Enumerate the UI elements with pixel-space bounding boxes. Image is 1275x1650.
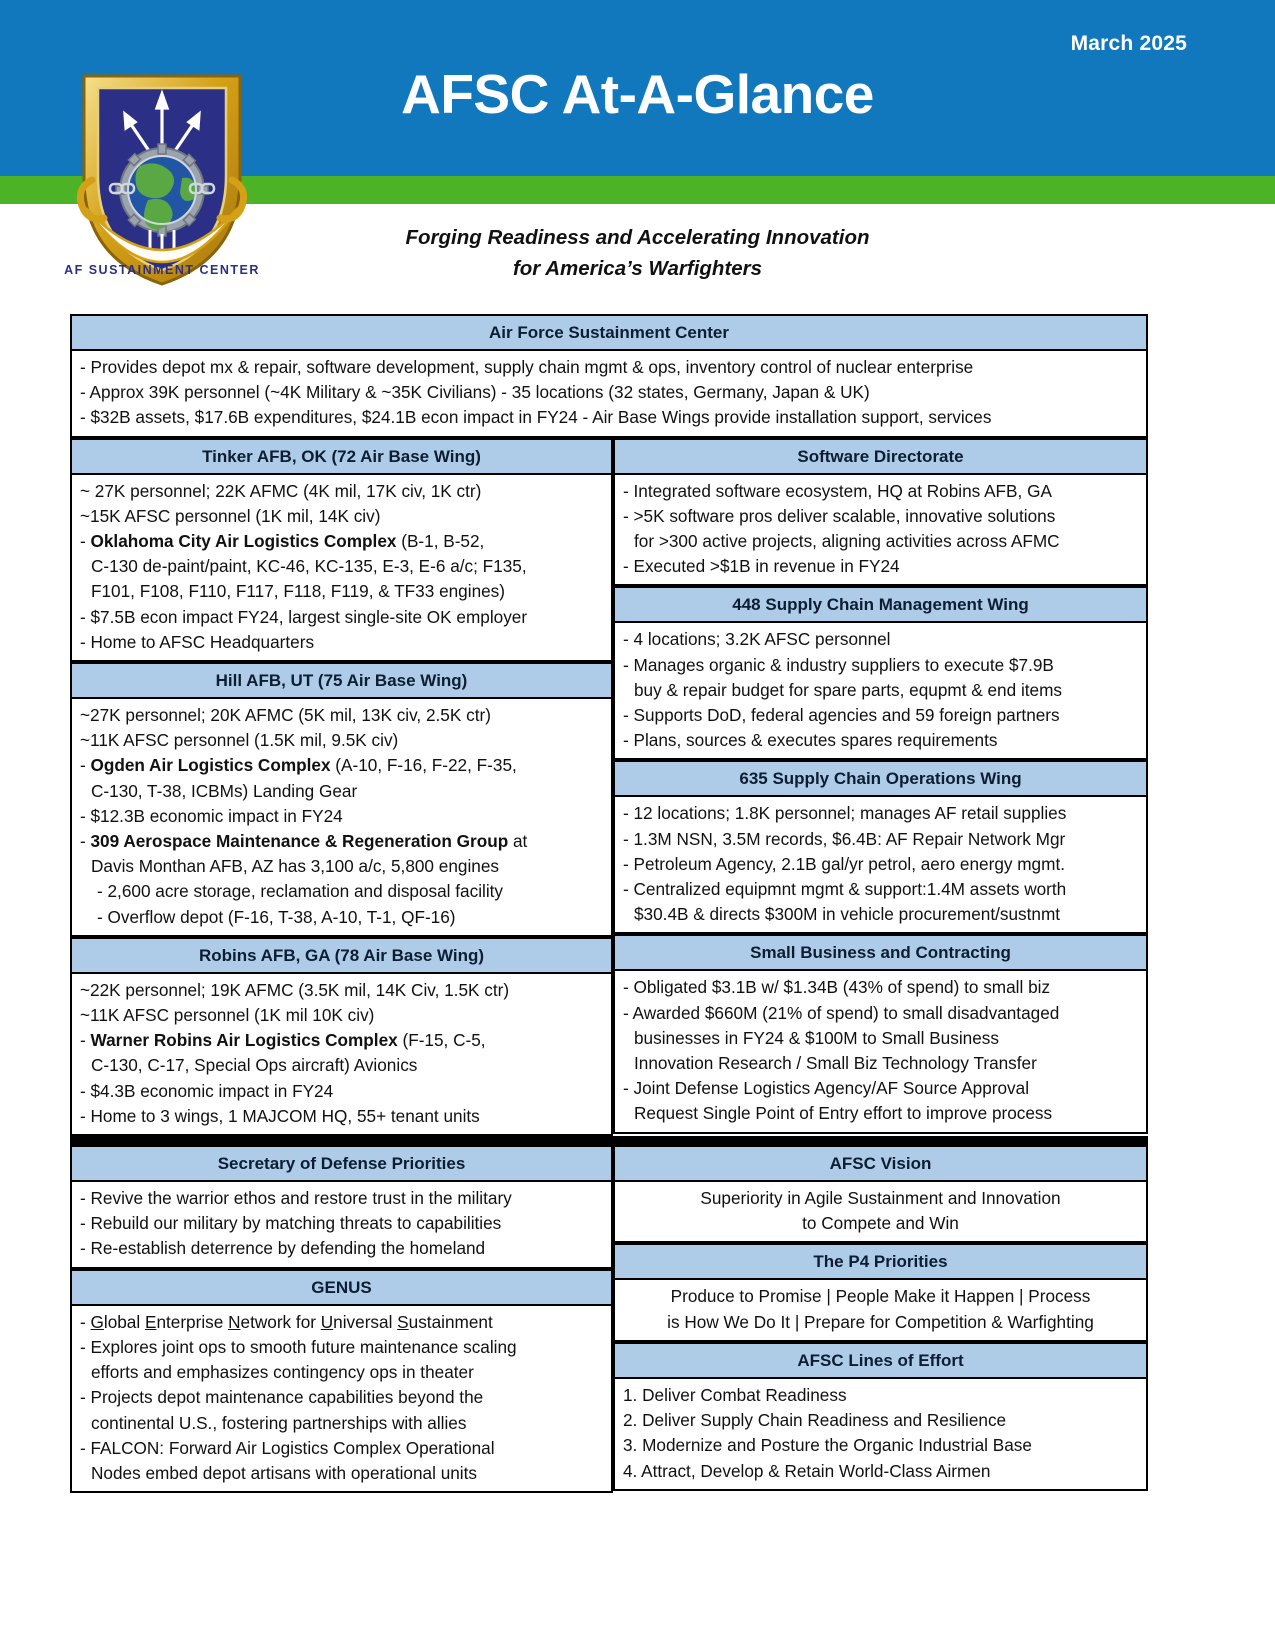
body-line: - Overflow depot (F-16, T-38, A-10, T-1, QF-16) — [97, 906, 456, 927]
section-body-448 — [613, 623, 1148, 760]
body-line: - Global Enterprise Network for Universal Sustainment — [80, 1311, 493, 1332]
body-line: Davis Monthan AFB, AZ has 3,100 a/c, 5,800 engines — [91, 856, 499, 877]
section-body-afsc — [70, 351, 1148, 438]
section-small-business — [613, 934, 1148, 1133]
body-line: - Explores joint ops to smooth future maintenance scaling — [80, 1336, 517, 1357]
body-line: ~15K AFSC personnel (1K mil, 14K civ) — [80, 505, 381, 526]
body-line: - Ogden Air Logistics Complex (A-10, F-16, F-22, F-35, — [80, 755, 517, 776]
body-line: - Obligated $3.1B w/ $1.34B (43% of spend) to small biz — [623, 977, 1051, 998]
body-line: Innovation Research / Small Biz Technology Transfer — [634, 1053, 1037, 1074]
two-column-area-top — [70, 438, 1148, 1136]
body-line: - Supports DoD, federal agencies and 59 foreign partners — [623, 705, 1060, 726]
body-line: Nodes embed depot artisans with operational units — [91, 1462, 477, 1483]
section-sd-priorities — [70, 1145, 613, 1269]
section-header-448: 448 Supply Chain Management Wing — [613, 586, 1148, 623]
body-line: - $4.3B economic impact in FY24 — [80, 1080, 334, 1101]
body-line: ~ 27K personnel; 22K AFMC (4K mil, 17K civ, 1K ctr) — [80, 480, 482, 501]
section-header-loe: AFSC Lines of Effort — [613, 1342, 1148, 1379]
body-line: efforts and emphasizes contingency ops in theater — [91, 1362, 474, 1383]
body-line: is How We Do It | Prepare for Competition & Warfighting — [667, 1311, 1094, 1332]
body-line: - Awarded $660M (21% of spend) to small disadvantaged — [623, 1002, 1060, 1023]
body-line: - FALCON: Forward Air Logistics Complex Operational — [80, 1437, 495, 1458]
body-line: - Petroleum Agency, 2.1B gal/yr petrol, aero energy mgmt. — [623, 853, 1065, 874]
body-line: - Approx 39K personnel (~4K Military & ~35K Civilians) - 35 locations (32 states, Germany, Japan & UK) — [80, 382, 870, 403]
body-line: - Warner Robins Air Logistics Complex (F-15, C-5, — [80, 1030, 486, 1051]
body-line: - 4 locations; 3.2K AFSC personnel — [623, 629, 891, 650]
section-afsc-vision — [613, 1145, 1148, 1243]
section-body-software — [613, 475, 1148, 587]
svg-text:AF SUSTAINMENT CENTER: AF SUSTAINMENT CENTER — [64, 263, 260, 277]
body-line: F101, F108, F110, F117, F118, F119, & TF33 engines) — [91, 581, 505, 602]
section-hill-afb — [70, 662, 613, 937]
body-line: to Compete and Win — [802, 1213, 959, 1234]
body-line: - Rebuild our military by matching threats to capabilities — [80, 1213, 502, 1234]
body-line: - Projects depot maintenance capabilities beyond the — [80, 1387, 484, 1408]
section-lines-of-effort — [613, 1342, 1148, 1491]
body-line: - Oklahoma City Air Logistics Complex (B-1, B-52, — [80, 531, 485, 552]
section-genus — [70, 1269, 613, 1493]
section-tinker-afb — [70, 438, 613, 662]
section-body-p4 — [613, 1280, 1148, 1341]
body-line: ~11K AFSC personnel (1K mil 10K civ) — [80, 1005, 375, 1026]
body-line: - Provides depot mx & repair, software development, supply chain mgmt & ops, inventory control of nuclear enterprise — [80, 357, 974, 377]
section-header-sd-priorities: Secretary of Defense Priorities — [70, 1145, 613, 1182]
tagline-line-1: Forging Readiness and Accelerating Innovation — [405, 226, 870, 249]
section-p4-priorities — [613, 1243, 1148, 1341]
body-line: - >5K software pros deliver scalable, innovative solutions — [623, 505, 1056, 526]
section-body-small-business — [613, 971, 1148, 1133]
section-635-scow — [613, 760, 1148, 934]
page-title: AFSC At-A-Glance — [401, 63, 874, 125]
body-line: - Plans, sources & executes spares requirements — [623, 730, 998, 751]
section-header-hill: Hill AFB, UT (75 Air Base Wing) — [70, 662, 613, 699]
left-column-priorities — [70, 1145, 613, 1493]
section-header-635: 635 Supply Chain Operations Wing — [613, 760, 1148, 797]
left-column-bases — [70, 438, 613, 1136]
thick-divider — [70, 1136, 1148, 1145]
two-column-area-bottom — [70, 1145, 1148, 1493]
tagline — [0, 222, 1275, 284]
body-line: Request Single Point of Entry effort to improve process — [634, 1103, 1053, 1124]
body-line: - Home to AFSC Headquarters — [80, 631, 315, 652]
content-grid — [70, 314, 1148, 1493]
section-header-vision: AFSC Vision — [613, 1145, 1148, 1182]
body-line: - $32B assets, $17.6B expenditures, $24.1B econ impact in FY24 - Air Base Wings provide installation support, services — [80, 407, 992, 428]
body-line: - Re-establish deterrence by defending the homeland — [80, 1238, 486, 1259]
body-line: buy & repair budget for spare parts, equpmt & end items — [634, 679, 1063, 700]
section-header-robins: Robins AFB, GA (78 Air Base Wing) — [70, 937, 613, 974]
body-line: C-130 de-paint/paint, KC-46, KC-135, E-3, E-6 a/c; F135, — [91, 556, 527, 577]
body-line: continental U.S., fostering partnerships with allies — [91, 1412, 467, 1433]
body-line: Superiority in Agile Sustainment and Innovation — [700, 1188, 1061, 1209]
section-header-afsc: Air Force Sustainment Center — [70, 314, 1148, 351]
body-line: - 1.3M NSN, 3.5M records, $6.4B: AF Repair Network Mgr — [623, 828, 1066, 849]
body-line: - 2,600 acre storage, reclamation and disposal facility — [97, 881, 504, 902]
section-body-genus — [70, 1306, 613, 1493]
section-body-hill — [70, 699, 613, 937]
body-line: 3. Modernize and Posture the Organic Industrial Base — [623, 1435, 1032, 1456]
body-line: ~27K personnel; 20K AFMC (5K mil, 13K civ, 2.5K ctr) — [80, 705, 491, 726]
section-body-635 — [613, 797, 1148, 934]
body-line: $30.4B & directs $300M in vehicle procurement/sustnmt — [634, 904, 1061, 925]
body-line: C-130, C-17, Special Ops aircraft) Avionics — [91, 1055, 418, 1076]
body-line: - Joint Defense Logistics Agency/AF Source Approval — [623, 1078, 1030, 1099]
body-line: C-130, T-38, ICBMs) Landing Gear — [91, 780, 358, 801]
header-date: March 2025 — [1070, 32, 1187, 55]
body-line: - Home to 3 wings, 1 MAJCOM HQ, 55+ tenant units — [80, 1105, 480, 1126]
section-body-vision — [613, 1182, 1148, 1243]
body-line: Produce to Promise | People Make it Happen | Process — [670, 1286, 1091, 1307]
section-header-software: Software Directorate — [613, 438, 1148, 475]
tagline-line-2: for America’s Warfighters — [512, 257, 763, 280]
right-column-vision — [613, 1145, 1148, 1493]
body-line: - Manages organic & industry suppliers to execute $7.9B — [623, 654, 1054, 675]
body-line: 4. Attract, Develop & Retain World-Class Airmen — [623, 1460, 991, 1481]
section-448-scmw — [613, 586, 1148, 760]
section-header-tinker: Tinker AFB, OK (72 Air Base Wing) — [70, 438, 613, 475]
body-line: - Centralized equipmnt mgmt & support:1.4M assets worth — [623, 879, 1067, 900]
body-line: - 309 Aerospace Maintenance & Regeneration Group at — [80, 831, 528, 852]
section-header-small-business: Small Business and Contracting — [613, 934, 1148, 971]
body-line: 2. Deliver Supply Chain Readiness and Resilience — [623, 1410, 1007, 1431]
body-line: - $7.5B econ impact FY24, largest single-site OK employer — [80, 606, 528, 627]
body-line: - $12.3B economic impact in FY24 — [80, 805, 343, 826]
body-line: - Executed >$1B in revenue in FY24 — [623, 556, 900, 577]
section-robins-afb — [70, 937, 613, 1136]
body-line: - 12 locations; 1.8K personnel; manages AF retail supplies — [623, 803, 1067, 824]
right-column-orgs — [613, 438, 1148, 1136]
section-header-p4: The P4 Priorities — [613, 1243, 1148, 1280]
body-line: - Revive the warrior ethos and restore trust in the military — [80, 1188, 512, 1209]
section-body-tinker — [70, 475, 613, 662]
section-header-genus: GENUS — [70, 1269, 613, 1306]
section-air-force-sustainment-center — [70, 314, 1148, 438]
section-body-robins — [70, 974, 613, 1136]
body-line: businesses in FY24 & $100M to Small Business — [634, 1027, 999, 1048]
body-line: for >300 active projects, aligning activities across AFMC — [634, 531, 1060, 552]
body-line: - Integrated software ecosystem, HQ at Robins AFB, GA — [623, 480, 1052, 501]
section-body-sd-priorities — [70, 1182, 613, 1269]
section-body-loe — [613, 1379, 1148, 1491]
section-software-directorate — [613, 438, 1148, 587]
body-line: 1. Deliver Combat Readiness — [623, 1384, 847, 1405]
body-line: ~11K AFSC personnel (1.5K mil, 9.5K civ) — [80, 730, 399, 751]
body-line: ~22K personnel; 19K AFMC (3.5K mil, 14K Civ, 1.5K ctr) — [80, 979, 510, 1000]
